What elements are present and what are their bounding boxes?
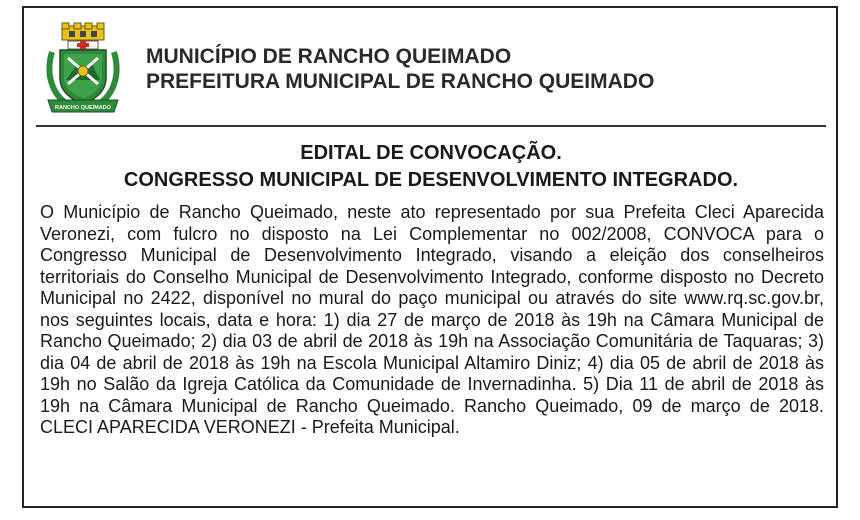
municipality-name: MUNICÍPIO DE RANCHO QUEIMADO [146, 45, 512, 68]
notice-title-line1: EDITAL DE CONVOCAÇÃO. [300, 142, 562, 164]
header-divider [36, 125, 826, 127]
notice-title-line2: CONGRESSO MUNICIPAL DE DESENVOLVIMENTO INTEGRADO. [123, 169, 739, 191]
notice-body: O Município de Rancho Queimado, neste ato representado por sua Prefeita Cleci Aparecida Veronezi, com fulcro no disposto na Lei Complementar no 002/2008, CONVOCA para o Congresso Municipal de Desenvolvimento Integrado, visando a eleição dos conselheiros territoriais do Conselho Municipal de Desenvolvimento Integrado, conforme disposto no Decreto Municipal no 2422, disponível no mural do paço municipal ou através do site www.rq.sc.gov.br, nos seguintes locais, data e hora: 1) dia 27 de março de 2018 às 19h na Câmara Municipal de Rancho Queimado; 2) dia 03 de abril de 2018 às 19h na Associação Comunitária de Taquaras; 3) dia 04 de abril de 2018 às 19h na Escola Municipal Altamiro Diniz; 4) dia 05 de abril de 2018 às 19h no Salão da Igreja Católica da Comunidade de Invernadinha. 5) Dia 11 de abril de 2018 às 19h na Câmara Municipal de Rancho Queimado. Rancho Queimado, 09 de março de 2018. CLECI APARECIDA VERONEZI - Prefeita Municipal. [40, 202, 824, 437]
municipal-crest-icon [44, 22, 122, 114]
notice-title [36, 140, 826, 194]
prefecture-name: PREFEITURA MUNICIPAL DE RANCHO QUEIMADO [146, 70, 655, 93]
header [146, 44, 654, 94]
crest-ribbon-text: RANCHO QUEIMADO [55, 105, 111, 111]
